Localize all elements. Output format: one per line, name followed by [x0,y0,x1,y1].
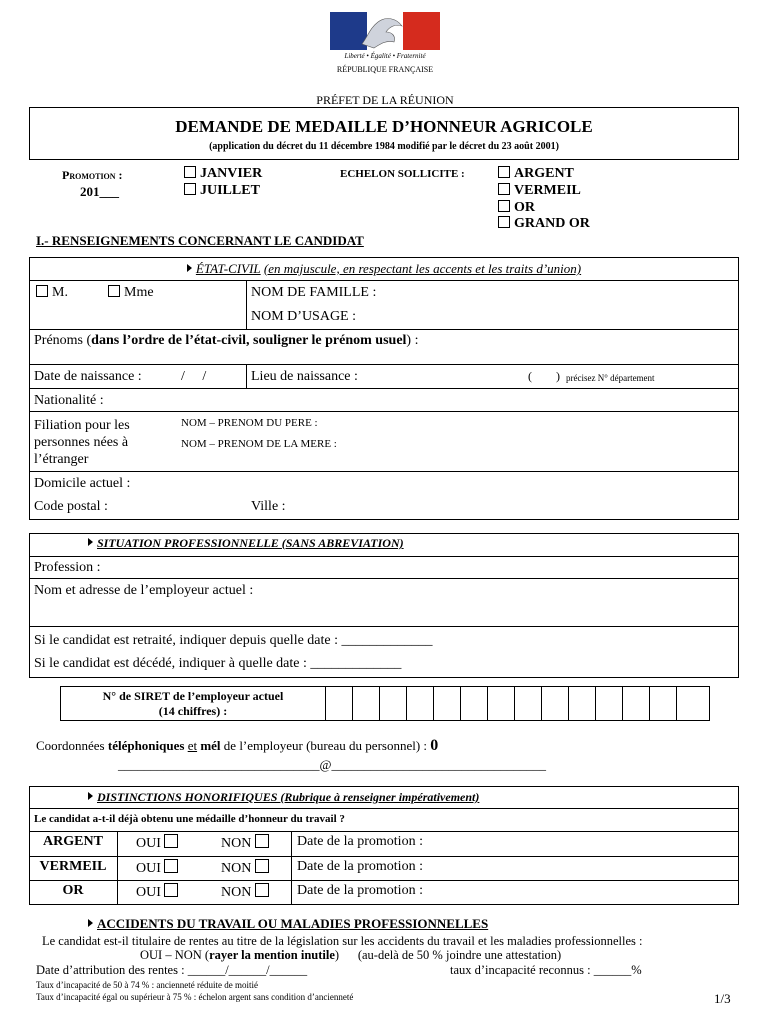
logo-motto: Liberté • Égalité • Fraternité [344,52,426,60]
date-promotion-field[interactable]: Date de la promotion : [297,834,423,849]
oui-checkbox[interactable] [164,883,178,897]
promotion-janvier[interactable]: JANVIER [184,166,262,182]
page-number: 1/3 [714,991,731,1006]
filiation-label: Filiation pour les personnes nées à l’étranger [34,418,130,467]
decede-field[interactable]: Si le candidat est décédé, indiquer à quelle date : _____________ [34,656,402,671]
pere-field[interactable]: NOM – PRENOM DU PERE : [181,417,318,429]
siret-digit-cell[interactable] [568,687,596,720]
distinction-non[interactable]: NON [221,834,273,852]
ville-field[interactable]: Ville : [251,499,286,514]
distinction-label: ARGENT [43,834,103,849]
civilite-mme[interactable]: Mme [108,285,154,301]
siret-digit-cell[interactable] [676,687,704,720]
siret-digit-cell[interactable] [352,687,380,720]
distinction-oui[interactable]: OUI [136,834,182,852]
etat-civil-header: ÉTAT-CIVIL (en majuscule, en respectant les accents et les traits d’union) [30,261,738,277]
distinction-oui[interactable]: OUI [136,883,182,901]
grand-or-checkbox[interactable] [498,216,510,228]
employeur-field[interactable]: Nom et adresse de l’employeur actuel : [34,583,254,598]
contact-input-line[interactable]: _______________________________@_________________________________ [118,757,546,772]
triangle-icon [88,538,93,546]
situation-header: SITUATION PROFESSIONNELLE (SANS ABREVIATION) [88,536,404,551]
oui-checkbox[interactable] [164,859,178,873]
triangle-icon [88,919,93,927]
accidents-header: ACCIDENTS DU TRAVAIL OU MALADIES PROFESSIONNELLES [88,916,488,932]
lieu-naissance-field[interactable]: Lieu de naissance : [251,369,358,384]
distinctions-header: DISTINCTIONS HONORIFIQUES (Rubrique à renseigner impérativement) [88,790,479,805]
promotion-juillet[interactable]: JUILLET [184,183,260,199]
siret-digit-cell[interactable] [487,687,515,720]
domicile-field[interactable]: Domicile actuel : [34,476,131,491]
distinction-label: VERMEIL [39,859,107,874]
accidents-line2[interactable]: OUI – NON (rayer la mention inutile) (au-delà de 50 % joindre une attestation) [140,948,562,962]
nationalite-field[interactable]: Nationalité : [34,393,104,408]
siret-label: N° de SIRET de l’employeur actuel (14 chiffres) : [102,689,284,718]
taux-field[interactable]: taux d’incapacité reconnus : ______% [450,963,642,977]
prenoms-field[interactable]: Prénoms (dans l’ordre de l’état-civil, souligner le prénom usuel) : [34,333,419,348]
code-postal-field[interactable]: Code postal : [34,499,108,514]
logo-republic: RÉPUBLIQUE FRANÇAISE [336,65,434,74]
date-promotion-field[interactable]: Date de la promotion : [297,859,423,874]
or-checkbox[interactable] [498,200,510,212]
argent-checkbox[interactable] [498,166,510,178]
coordonnees-line: Coordonnées téléphoniques et mél de l’employeur (bureau du personnel) : 0 [36,737,439,754]
triangle-icon [187,264,192,272]
distinctions-question: Le candidat a-t-il déjà obtenu une médaille d’honneur du travail ? [34,813,345,825]
republic-logo [330,12,442,80]
logo-flag [330,12,440,50]
taux-note-2: Taux d’incapacité égal ou supérieur à 75 % : échelon argent sans condition d’ancienneté [36,992,354,1002]
page-subtitle: (application du décret du 11 décembre 1984 modifié par le décret du 23 août 2001) [209,141,559,152]
prefet-label: PRÉFET DE LA RÉUNION [316,93,454,107]
non-checkbox[interactable] [255,859,269,873]
siret-digit-cell[interactable] [460,687,488,720]
marianne-icon [356,14,416,50]
oui-checkbox[interactable] [164,834,178,848]
siret-box [60,686,710,721]
siret-digit-cell[interactable] [433,687,461,720]
section1-title: I.- RENSEIGNEMENTS CONCERNANT LE CANDIDAT [36,233,364,248]
distinction-non[interactable]: NON [221,883,273,901]
promotion-year: 201___ [80,184,119,199]
departement-paren[interactable]: ( ) [528,369,560,383]
triangle-icon [88,792,93,800]
m-checkbox[interactable] [36,285,48,297]
echelon-or[interactable]: OR [498,200,535,216]
distinction-oui[interactable]: OUI [136,859,182,877]
mme-checkbox[interactable] [108,285,120,297]
vermeil-checkbox[interactable] [498,183,510,195]
echelon-grand-or[interactable]: GRAND OR [498,216,590,232]
date-naissance-field[interactable]: Date de naissance : [34,369,142,384]
siret-digit-cell[interactable] [325,687,353,720]
precisez-label: précisez N° département [566,373,655,383]
date-promotion-field[interactable]: Date de la promotion : [297,883,423,898]
mere-field[interactable]: NOM – PRENOM DE LA MERE : [181,438,337,450]
date-naissance-slashes: / / [181,369,207,384]
siret-digit-cell[interactable] [622,687,650,720]
promotion-label: Promotion : [62,168,123,182]
distinction-label: OR [62,883,84,898]
janvier-checkbox[interactable] [184,166,196,178]
siret-digit-cell[interactable] [379,687,407,720]
nom-usage-field[interactable]: NOM D’USAGE : [251,309,356,324]
profession-field[interactable]: Profession : [34,560,101,575]
title-box [29,107,739,160]
echelon-vermeil[interactable]: VERMEIL [498,183,581,199]
siret-digit-cell[interactable] [595,687,623,720]
civilite-m[interactable]: M. [36,285,68,301]
juillet-checkbox[interactable] [184,183,196,195]
siret-digit-cell[interactable] [514,687,542,720]
non-checkbox[interactable] [255,883,269,897]
nom-famille-field[interactable]: NOM DE FAMILLE : [251,285,377,300]
echelon-argent[interactable]: ARGENT [498,166,574,182]
page-title: DEMANDE DE MEDAILLE D’HONNEUR AGRICOLE [175,117,593,136]
siret-digit-cell[interactable] [406,687,434,720]
siret-digit-cell[interactable] [541,687,569,720]
date-attribution-field[interactable]: Date d’attribution des rentes : ______/______/______ [36,963,308,977]
non-checkbox[interactable] [255,834,269,848]
distinction-non[interactable]: NON [221,859,273,877]
siret-digit-cell[interactable] [649,687,677,720]
accidents-line1: Le candidat est-il titulaire de rentes au titre de la législation sur les accidents du travail et les maladies professionnelles : [42,934,643,948]
retraite-field[interactable]: Si le candidat est retraité, indiquer depuis quelle date : _____________ [34,633,433,648]
taux-note-1: Taux d’incapacité de 50 à 74 % : ancienneté réduite de moitié [36,980,259,990]
echelon-label: ECHELON SOLLICITE : [340,168,465,180]
